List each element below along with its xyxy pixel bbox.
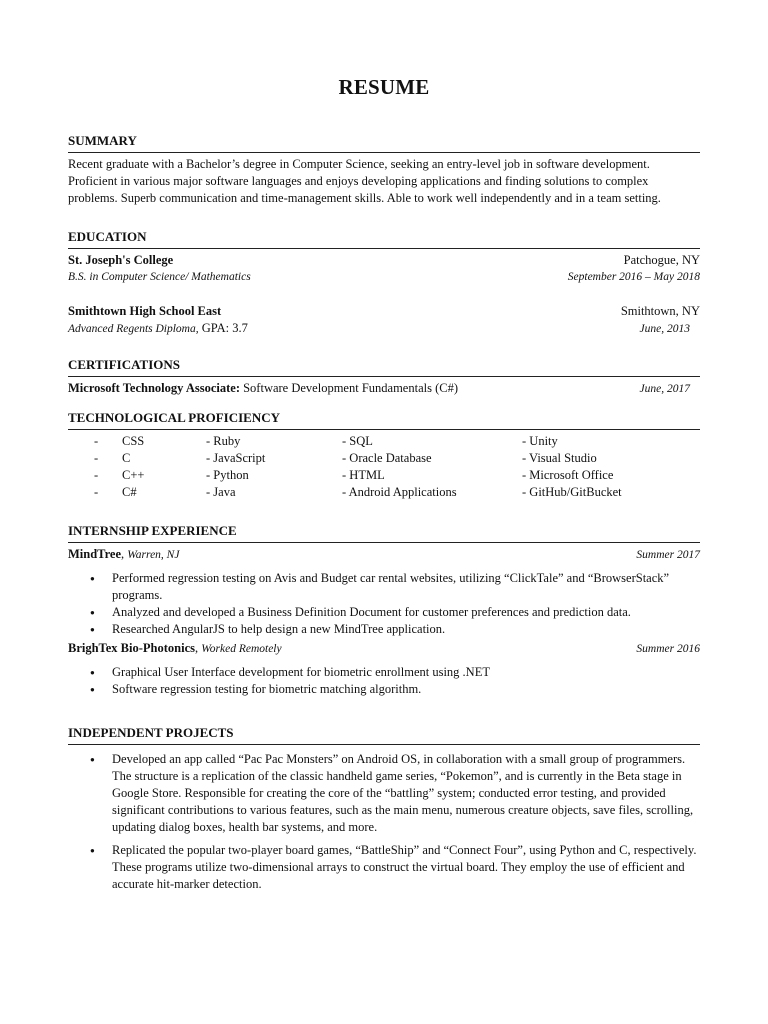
education-dates: June, 2013 xyxy=(639,323,690,335)
certifications-heading: CERTIFICATIONS xyxy=(68,356,700,377)
skill-item: - Android Applications xyxy=(342,485,457,499)
skill-item: - JavaScript xyxy=(206,451,266,465)
degree: Advanced Regents Diploma, xyxy=(68,323,199,335)
skill-item: - GitHub/GitBucket xyxy=(522,485,622,499)
education-section xyxy=(68,228,700,338)
list-item: ● Graphical User Interface development for biometric enrollment using .NET xyxy=(112,664,700,681)
list-item: ● Researched AngularJS to help design a new MindTree application. xyxy=(112,621,700,638)
internship-heading: INTERNSHIP EXPERIENCE xyxy=(68,522,700,543)
company-location: Warren, NJ xyxy=(127,549,180,561)
job-date: Summer 2016 xyxy=(636,643,700,655)
skill-item: - Ruby xyxy=(206,434,241,448)
job-bullets xyxy=(68,664,700,698)
certifications-section xyxy=(68,356,700,398)
skill-item: CSS xyxy=(122,434,145,448)
skill-item: - HTML xyxy=(342,468,385,482)
school-location: Patchogue, NY xyxy=(623,253,700,267)
skills-dash-column: - - - - xyxy=(94,434,99,499)
project-bullets xyxy=(68,751,700,893)
projects-heading: INDEPENDENT PROJECTS xyxy=(68,724,700,745)
education-heading: EDUCATION xyxy=(68,228,700,249)
list-item: ● Software regression testing for biometric matching algorithm. xyxy=(112,681,700,698)
tech-section xyxy=(68,409,700,501)
summary-section xyxy=(68,132,700,207)
skill-item: - Visual Studio xyxy=(522,451,597,465)
gpa: GPA: 3.7 xyxy=(198,321,248,335)
skill-item: C++ xyxy=(122,468,145,482)
summary-text: Recent graduate with a Bachelor’s degree in Computer Science, seeking an entry-level job in software development. Proficient in various major software languages and enjoys developing applications and finding solutions to complex problems. Superb communication and time-management skills. Able to work well independently and in a team setting. xyxy=(68,157,661,205)
education-entry xyxy=(68,303,700,338)
skill-item: - Unity xyxy=(522,434,558,448)
skill-item: - Java xyxy=(206,485,236,499)
job-date: Summer 2017 xyxy=(636,549,700,561)
skills-grid xyxy=(68,433,700,501)
company-name: BrighTex Bio-Photonics xyxy=(68,641,195,655)
skills-column-4 xyxy=(522,433,682,501)
company-location: Worked Remotely xyxy=(201,643,282,655)
skill-item: - Microsoft Office xyxy=(522,468,614,482)
list-item: ● Analyzed and developed a Business Definition Document for customer preferences and prediction data. xyxy=(112,604,700,621)
list-item: ● Replicated the popular two-player board games, “BattleShip” and “Connect Four”, using Python and C, respectively. These programs utilize two-dimensional arrays to construct the virtual board. They employ the use of efficient and accurate hit-marker detection. xyxy=(112,842,700,893)
internship-section xyxy=(68,522,700,698)
list-item: ● Developed an app called “Pac Pac Monsters” on Android OS, in collaboration with a small group of programmers. The structure is a replication of the classic handheld game series, “Pokemon”, and is currently in the Beta stage in Google Store. Responsible for creating the core of the “battling” system; conducted error testing, and provided significant contributions to various features, such as the main menu, numerous creature objects, save files, scrolling, updating dialog boxes, health bar systems, and more. xyxy=(112,751,700,836)
job-header: MindTree, Warren, NJ Summer 2017 xyxy=(68,546,700,564)
skill-item: - Oracle Database xyxy=(342,451,432,465)
summary-heading: SUMMARY xyxy=(68,132,700,153)
skill-item: C# xyxy=(122,485,137,499)
list-item: ● Performed regression testing on Avis and Budget car rental websites, utilizing “ClickTale” and “BrowserStack” programs. xyxy=(112,570,700,604)
job-bullets xyxy=(68,570,700,638)
skill-item: - Python xyxy=(206,468,249,482)
projects-section xyxy=(68,724,700,893)
degree: B.S. in Computer Science/ Mathematics xyxy=(68,271,251,283)
certification-date: June, 2017 xyxy=(639,383,690,395)
job-header: BrighTex Bio-Photonics, Worked Remotely Summer 2016 xyxy=(68,640,700,658)
skills-column-3 xyxy=(342,433,522,501)
education-entry xyxy=(68,252,700,286)
skills-column-1 xyxy=(122,433,206,501)
skills-column-2 xyxy=(206,433,342,501)
skill-item: - SQL xyxy=(342,434,373,448)
school-name: St. Joseph's College xyxy=(68,253,174,267)
school-location: Smithtown, NY xyxy=(620,304,700,318)
certification-detail: Software Development Fundamentals (C#) xyxy=(239,381,458,395)
tech-heading: TECHNOLOGICAL PROFICIENCY xyxy=(68,409,700,430)
certification-name: Microsoft Technology Associate: xyxy=(68,381,240,395)
resume-title: RESUME xyxy=(338,75,430,99)
company-name: MindTree xyxy=(68,547,122,561)
skill-item: C xyxy=(122,451,131,465)
education-dates: September 2016 – May 2018 xyxy=(567,271,700,283)
school-name: Smithtown High School East xyxy=(68,304,222,318)
